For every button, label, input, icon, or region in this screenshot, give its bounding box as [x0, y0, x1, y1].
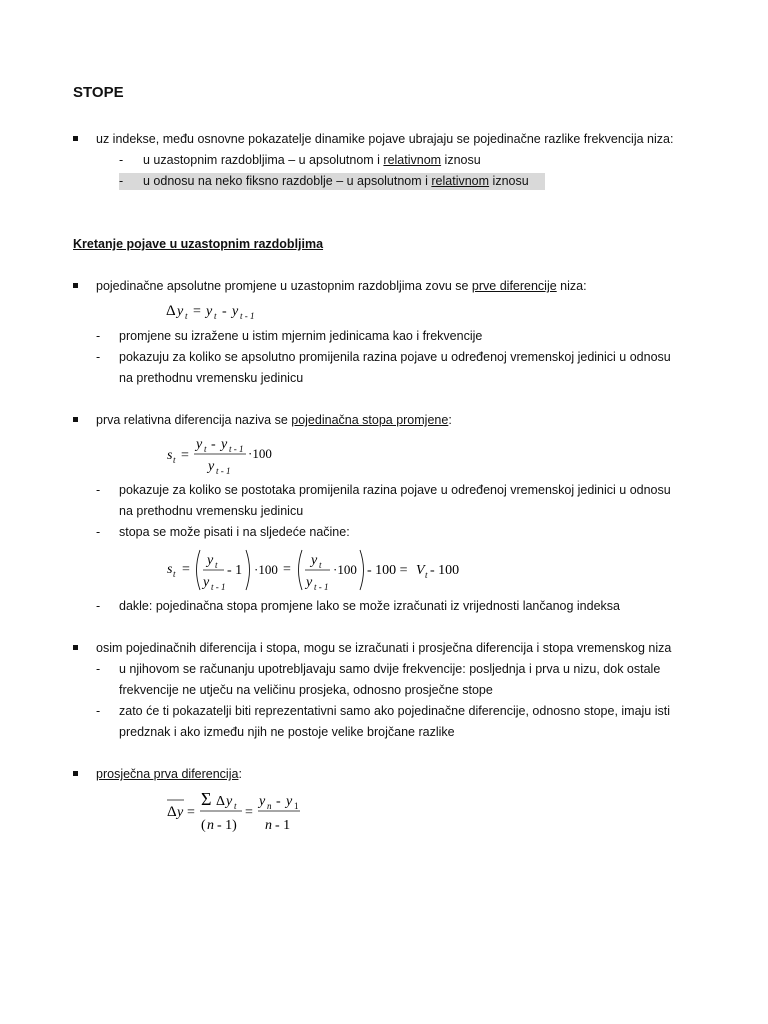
svg-text:-: -	[276, 794, 281, 809]
svg-text:s: s	[167, 448, 173, 463]
svg-text:Δ: Δ	[167, 804, 177, 820]
section-heading: Kretanje pojave u uzastopnim razdobljima	[73, 237, 324, 251]
b2-detail-2: stopa se može pisati i na sljedeće načine:	[119, 525, 350, 539]
text-run: pojedinačne apsolutne promjene u uzastopnim razdobljima zovu se	[96, 279, 472, 293]
svg-text:t: t	[425, 570, 428, 580]
dash-marker: -	[96, 350, 101, 364]
svg-text:=: =	[187, 805, 195, 820]
bullet-marker	[73, 645, 78, 650]
page-title: STOPE	[73, 84, 124, 101]
bullet-marker	[73, 283, 78, 288]
text-run: iznosu	[441, 153, 481, 167]
bullet-text-rate-of-change	[96, 413, 452, 427]
text-run: u uzastopnim razdobljima – u apsolutnom i	[143, 153, 384, 167]
svg-text:y: y	[206, 304, 213, 319]
svg-text:-: -	[222, 304, 227, 319]
underlined-term: prosječna prva diferencija	[96, 767, 239, 781]
svg-text:n: n	[267, 801, 272, 811]
svg-text:- 1): - 1)	[217, 818, 237, 833]
svg-text:t: t	[204, 444, 207, 454]
text-run: :	[448, 413, 452, 427]
svg-text:t: t	[214, 311, 217, 321]
svg-text:s: s	[167, 562, 173, 577]
svg-text:=: =	[182, 562, 190, 577]
svg-text:n: n	[207, 818, 214, 833]
svg-text:=: =	[245, 805, 253, 820]
svg-text:Σ: Σ	[201, 789, 212, 809]
intro-sub-item-2	[143, 174, 529, 188]
svg-text:- 100 =: - 100 =	[367, 563, 408, 578]
b1-detail-1: promjene su izražene u istim mjernim jedinicama kao i frekvencije	[119, 329, 483, 343]
svg-text:n: n	[265, 818, 272, 833]
svg-text:(: (	[201, 818, 206, 833]
formula-average-first-difference	[162, 786, 312, 836]
dash-marker: -	[96, 483, 101, 497]
formula-first-difference	[160, 298, 270, 324]
underlined-term: relativnom	[383, 153, 442, 167]
bullet-text-average: osim pojedinačnih diferencija i stopa, mogu se izračunati i prosječna diferencija i stopa vremenskog niza	[96, 641, 672, 655]
svg-text:t: t	[234, 801, 237, 811]
svg-text:y: y	[207, 553, 214, 568]
intro-sub-item-1	[143, 153, 481, 167]
svg-text:- 100: - 100	[430, 563, 460, 578]
svg-text:y: y	[259, 794, 266, 809]
bullet-marker	[73, 417, 78, 422]
svg-text:t: t	[173, 455, 176, 465]
bullet-marker	[73, 771, 78, 776]
svg-text:t: t	[319, 560, 322, 570]
b1-detail-2b: na prethodnu vremensku jedinicu	[119, 371, 304, 385]
svg-text:=: =	[283, 562, 291, 577]
b3-detail-2b: predznak i ako između njih ne postoje velike brojčane razlike	[119, 725, 455, 739]
svg-text:·100: ·100	[333, 562, 357, 577]
b3-detail-1a: u njihovom se računanju upotrebljavaju samo dvije frekvencije: posljednja i prva u nizu, dok ostale	[119, 662, 661, 676]
svg-text:=: =	[193, 304, 201, 319]
dash-marker: -	[96, 662, 101, 676]
svg-text:y: y	[226, 794, 233, 809]
b1-detail-2a: pokazuju za koliko se apsolutno promijenila razina pojave u određenoj vremenskoj jedinici u odnosu	[119, 350, 671, 364]
svg-text:- 1: - 1	[227, 563, 243, 578]
svg-text:V: V	[416, 563, 425, 578]
b2-detail-3: dakle: pojedinačna stopa promjene lako se može izračunati iz vrijednosti lančanog indeksa	[119, 599, 620, 613]
dash-marker: -	[96, 329, 101, 343]
svg-text:Δ: Δ	[216, 794, 226, 809]
formula-rate-of-change	[162, 434, 282, 478]
svg-text:y: y	[196, 437, 203, 452]
formula-rate-alternative-forms	[162, 546, 472, 594]
svg-text:y: y	[177, 304, 184, 319]
svg-text:y: y	[306, 575, 313, 590]
svg-text:y: y	[208, 459, 215, 474]
dash-marker: -	[119, 153, 124, 167]
svg-text:y: y	[311, 553, 318, 568]
svg-text:·100: ·100	[248, 446, 272, 461]
svg-text:y: y	[221, 437, 228, 452]
bullet-text-average-first-difference	[96, 767, 242, 781]
intro-bullet-text: uz indekse, među osnovne pokazatelje dinamike pojave ubrajaju se pojedinačne razlike frekvencija niza:	[96, 132, 674, 146]
text-run: iznosu	[489, 174, 529, 188]
svg-text:t - 1: t - 1	[240, 311, 255, 321]
svg-text:t - 1: t - 1	[216, 466, 231, 476]
svg-text:t - 1: t - 1	[229, 444, 244, 454]
svg-text:y: y	[232, 304, 239, 319]
b2-detail-1a: pokazuje za koliko se postotaka promijenila razina pojave u određenoj vremenskoj jedinici u odnosu	[119, 483, 671, 497]
svg-text:t - 1: t - 1	[314, 582, 329, 592]
text-run: :	[238, 767, 242, 781]
dash-marker: -	[96, 704, 101, 718]
svg-text:t - 1: t - 1	[211, 582, 226, 592]
b2-detail-1b: na prethodnu vremensku jedinicu	[119, 504, 304, 518]
text-run: u odnosu na neko fiksno razdoblje – u apsolutnom i	[143, 174, 432, 188]
b3-detail-1b: frekvencije ne utječu na veličinu prosjeka, odnosno prosječne stope	[119, 683, 493, 697]
svg-text:y: y	[177, 805, 184, 820]
bullet-text-first-differences	[96, 279, 587, 293]
bullet-marker	[73, 136, 78, 141]
dash-marker: -	[96, 525, 101, 539]
underlined-term: relativnom	[431, 174, 490, 188]
svg-text:1: 1	[294, 801, 299, 811]
dash-marker: -	[96, 599, 101, 613]
svg-text:t: t	[173, 569, 176, 579]
svg-text:t: t	[215, 560, 218, 570]
svg-text:Δ: Δ	[166, 303, 176, 319]
b3-detail-2a: zato će ti pokazatelji biti reprezentativni samo ako pojedinačne diferencije, odnosno stope, imaju isti	[119, 704, 671, 718]
svg-text:=: =	[181, 448, 189, 463]
svg-text:-: -	[211, 437, 216, 452]
text-run: niza:	[556, 279, 587, 293]
text-run: prva relativna diferencija naziva se	[96, 413, 292, 427]
svg-text:·100: ·100	[254, 562, 278, 577]
svg-text:t: t	[185, 311, 188, 321]
svg-text:- 1: - 1	[275, 818, 291, 833]
svg-text:y: y	[203, 575, 210, 590]
svg-text:y: y	[286, 794, 293, 809]
underlined-term: prve diferencije	[471, 279, 557, 293]
underlined-term: pojedinačna stopa promjene	[291, 413, 449, 427]
dash-marker: -	[119, 174, 124, 188]
